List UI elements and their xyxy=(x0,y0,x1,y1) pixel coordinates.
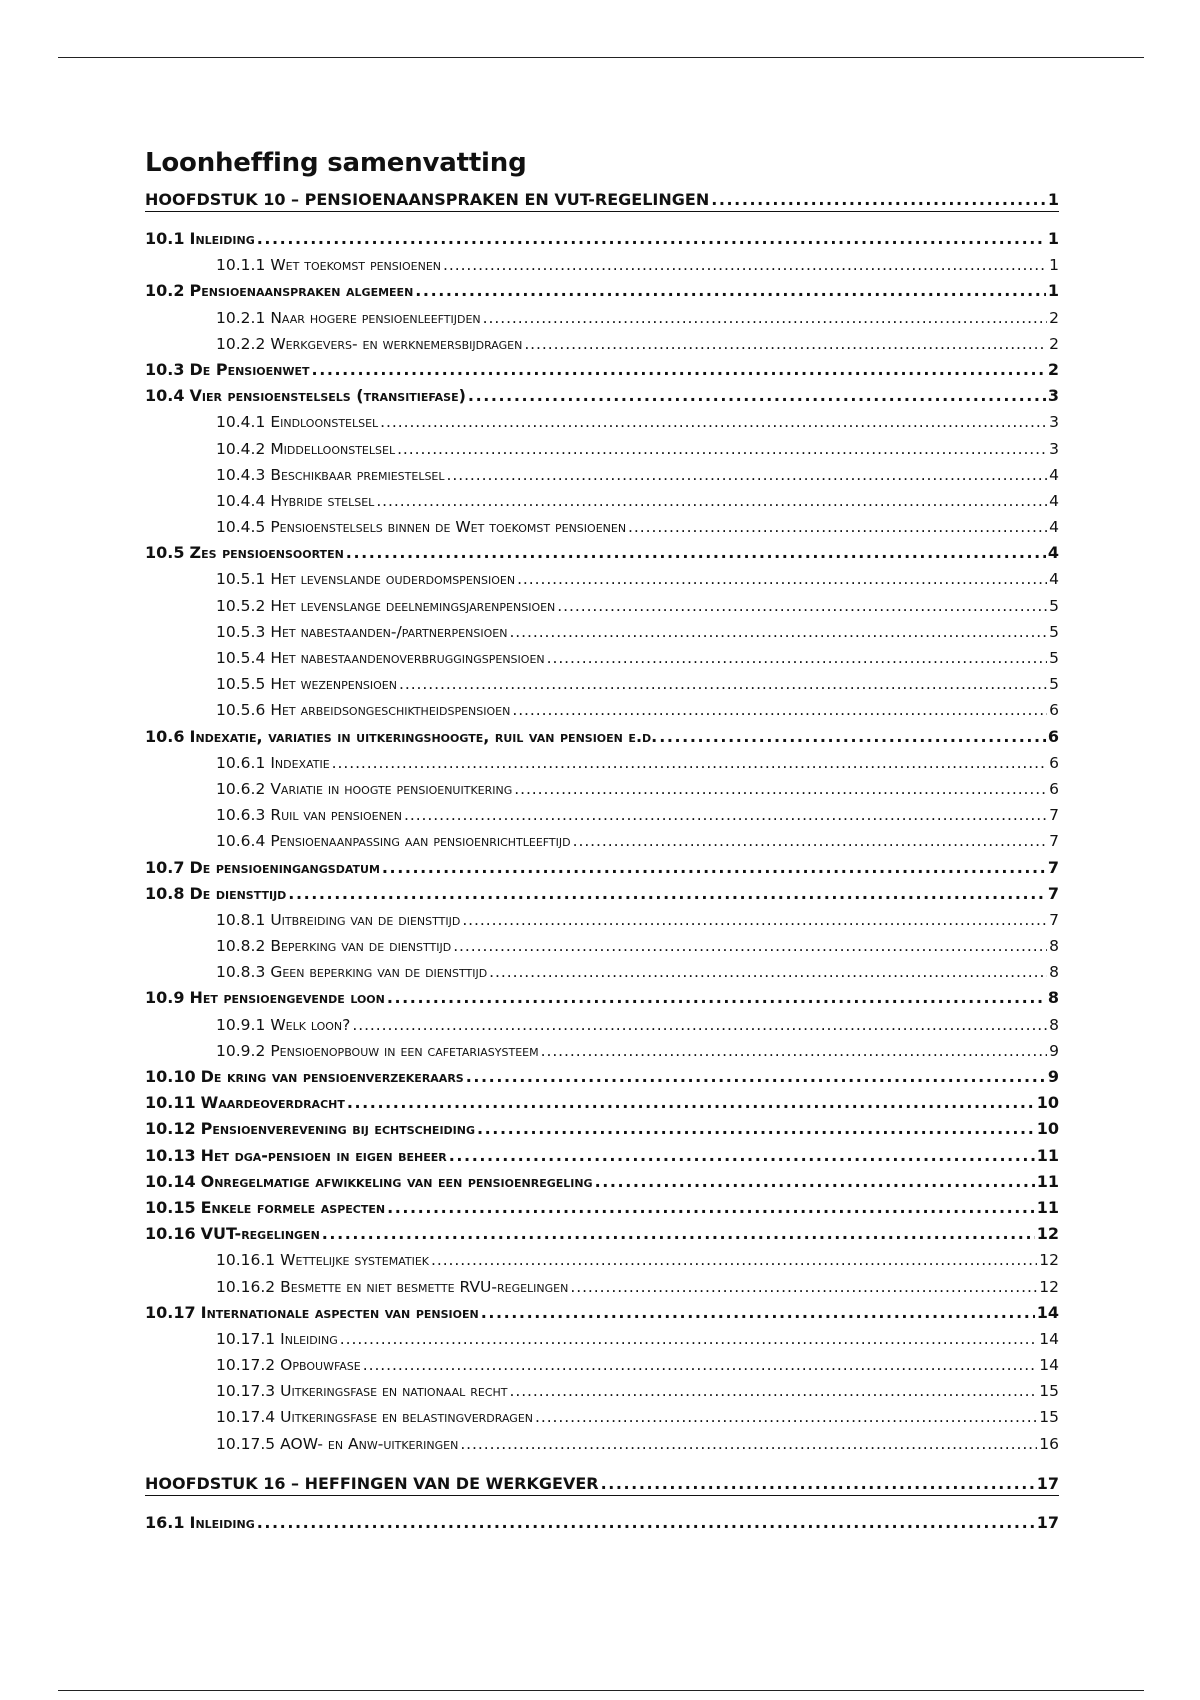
dot-leader xyxy=(557,593,1047,619)
toc-entry-title: Inleiding xyxy=(189,229,255,248)
toc-entry-number: 10.5.2 xyxy=(216,596,266,615)
toc-entry-page-number: 15 xyxy=(1039,1408,1059,1427)
toc-entry-page-number: 14 xyxy=(1039,1329,1059,1348)
toc-entry-sub[interactable] xyxy=(145,1326,1059,1352)
toc-entry-title: Enkele formele aspecten xyxy=(200,1197,386,1217)
toc-entry-title: Opbouwfase xyxy=(280,1356,361,1375)
toc-entry-number: 10.8.3 xyxy=(216,963,266,982)
toc-entry-number: 10.15 xyxy=(145,1197,196,1217)
toc-entry-page-number: 7 xyxy=(1047,857,1059,877)
toc-entry-page-number: 1 xyxy=(1047,281,1059,301)
toc-entry-sub[interactable] xyxy=(145,1012,1059,1038)
toc-entry-page-number: 6 xyxy=(1047,726,1059,746)
dot-leader xyxy=(509,619,1047,645)
dot-leader xyxy=(573,828,1048,854)
toc-entry-title: Waardeoverdracht xyxy=(200,1093,345,1113)
toc-entry-title: Inleiding xyxy=(189,1512,255,1532)
toc-entry-page-number: 3 xyxy=(1049,413,1059,432)
toc-entry-sub[interactable] xyxy=(145,514,1059,540)
toc-entry-number: 10.6 xyxy=(145,726,185,746)
toc-entry-sec[interactable] xyxy=(145,855,1059,881)
toc-entry-sub[interactable] xyxy=(145,331,1059,357)
toc-entry-sec[interactable] xyxy=(145,226,1059,252)
dot-leader xyxy=(524,331,1047,357)
dot-leader xyxy=(601,1471,1035,1496)
dot-leader xyxy=(312,357,1046,383)
toc-entry-number: 10.6.1 xyxy=(216,753,266,772)
toc-entry-sec[interactable] xyxy=(145,1169,1059,1195)
toc-entry-page-number: 6 xyxy=(1049,753,1059,772)
toc-entry-page-number: 12 xyxy=(1036,1224,1059,1244)
toc-entry-number: 10.17.5 xyxy=(216,1434,276,1453)
toc-entry-sub[interactable] xyxy=(145,462,1059,488)
dot-leader xyxy=(541,1038,1048,1064)
toc-entry-number: 10.6.4 xyxy=(216,832,266,851)
dot-leader xyxy=(453,933,1047,959)
toc-entry-page-number: 1 xyxy=(1049,256,1059,275)
dot-leader xyxy=(628,514,1047,540)
toc-entry-page-number: 2 xyxy=(1047,359,1059,379)
toc-entry-number: 10.2 xyxy=(145,281,185,301)
dot-leader xyxy=(510,1378,1038,1404)
toc-entry-title: Het levenslange deelnemingsjarenpensioen xyxy=(270,596,556,615)
toc-entry-number: 10.10 xyxy=(145,1067,196,1086)
dot-leader xyxy=(387,1195,1035,1221)
toc-entry-sub[interactable] xyxy=(145,828,1059,854)
dot-leader xyxy=(363,1352,1038,1378)
toc-entry-page-number: 4 xyxy=(1049,491,1059,510)
toc-entry-title: Naar hogere pensioenleeftijden xyxy=(270,308,481,327)
toc-entry-title: De Pensioenwet xyxy=(189,359,310,379)
toc-entry-sec[interactable] xyxy=(145,357,1059,383)
toc-entry-title: Vier pensioenstelsels (transitiefase) xyxy=(189,386,466,406)
dot-leader xyxy=(322,1221,1035,1247)
toc-entry-page-number: 4 xyxy=(1049,465,1059,484)
toc-entry-sec[interactable] xyxy=(145,1221,1059,1247)
toc-entry-sub[interactable] xyxy=(145,933,1059,959)
dot-leader xyxy=(397,436,1047,462)
toc-entry-page-number: 10 xyxy=(1036,1119,1059,1139)
toc-entry-chapter[interactable] xyxy=(145,1471,1059,1496)
dot-leader xyxy=(288,881,1046,907)
toc-entry-title: Inleiding xyxy=(280,1329,338,1348)
toc-entry-title: Het levenslande ouderdomspensioen xyxy=(270,570,516,589)
toc-entry-title: VUT-regelingen xyxy=(200,1224,320,1244)
toc-entry-number: 10.12 xyxy=(145,1119,196,1139)
toc-entry-page-number: 7 xyxy=(1049,910,1059,929)
toc-entry-page-number: 9 xyxy=(1047,1067,1059,1086)
toc-entry-page-number: 16 xyxy=(1039,1434,1059,1453)
toc-entry-title: HOOFDSTUK 16 – HEFFINGEN VAN DE WERKGEVER xyxy=(145,1473,599,1493)
document-body xyxy=(145,146,1059,1536)
toc-entry-sub[interactable] xyxy=(145,1431,1059,1457)
document-title: Loonheffing samenvatting xyxy=(145,148,527,178)
toc-entry-title: Wettelijke systematiek xyxy=(280,1251,429,1270)
toc-entry-number: 10.5.3 xyxy=(216,622,266,641)
toc-entry-number: 10.5.5 xyxy=(216,675,266,694)
toc-entry-page-number: 7 xyxy=(1049,832,1059,851)
toc-entry-sub[interactable] xyxy=(145,566,1059,592)
toc-entry-sec[interactable] xyxy=(145,1090,1059,1116)
toc-entry-number: 10.17.1 xyxy=(216,1329,276,1348)
toc-entry-sec[interactable] xyxy=(145,881,1059,907)
dot-leader xyxy=(404,802,1047,828)
toc-entry-sub[interactable] xyxy=(145,697,1059,723)
toc-entry-sec[interactable] xyxy=(145,278,1059,304)
toc-entry-title: Welk loon? xyxy=(270,1015,351,1034)
toc-entry-number: 10.5.6 xyxy=(216,701,266,720)
toc-entry-number: 10.9 xyxy=(145,988,185,1008)
toc-entry-title: Onregelmatige afwikkeling van een pensioenregeling xyxy=(200,1171,593,1191)
toc-entry-page-number: 4 xyxy=(1047,543,1059,563)
dot-leader xyxy=(460,1431,1037,1457)
toc-entry-title: Middelloonstelsel xyxy=(270,439,396,458)
toc-entry-sub[interactable] xyxy=(145,593,1059,619)
dot-leader xyxy=(376,488,1047,514)
toc-entry-sub[interactable] xyxy=(145,776,1059,802)
toc-entry-page-number: 4 xyxy=(1049,570,1059,589)
dot-leader xyxy=(447,462,1048,488)
toc-entry-number: 10.16.1 xyxy=(216,1251,276,1270)
toc-entry-title: Hybride stelsel xyxy=(270,491,375,510)
toc-entry-sec[interactable] xyxy=(145,1116,1059,1142)
toc-entry-number: 10.2.2 xyxy=(216,334,266,353)
toc-entry-sub[interactable] xyxy=(145,252,1059,278)
toc-entry-sec[interactable] xyxy=(145,540,1059,566)
toc-entry-sub[interactable] xyxy=(145,436,1059,462)
dot-leader xyxy=(514,776,1047,802)
dot-leader xyxy=(257,226,1046,252)
toc-entry-page-number: 8 xyxy=(1047,988,1059,1008)
toc-entry-sub[interactable] xyxy=(145,907,1059,933)
toc-entry-page-number: 15 xyxy=(1039,1382,1059,1401)
toc-entry-page-number: 11 xyxy=(1036,1171,1059,1191)
toc-entry-page-number: 1 xyxy=(1047,229,1059,248)
toc-entry-title: Pensioenstelsels binnen de Wet toekomst pensioenen xyxy=(270,518,627,537)
toc-entry-sub[interactable] xyxy=(145,1378,1059,1404)
toc-entry-title: Indexatie xyxy=(270,753,330,772)
toc-entry-title: Beperking van de diensttijd xyxy=(270,937,452,956)
toc-entry-title: Eindloonstelsel xyxy=(270,413,379,432)
toc-entry-number: 10.4.2 xyxy=(216,439,266,458)
toc-entry-number: 10.5 xyxy=(145,543,185,563)
toc-entry-page-number: 2 xyxy=(1049,308,1059,327)
toc-entry-chapter[interactable] xyxy=(145,187,1059,212)
toc-entry-title: De diensttijd xyxy=(189,883,287,903)
toc-entry-number: 10.17.3 xyxy=(216,1382,276,1401)
toc-entry-sub[interactable] xyxy=(145,802,1059,828)
dot-leader xyxy=(340,1326,1038,1352)
toc-entry-number: 10.4.3 xyxy=(216,465,266,484)
toc-entry-title: Geen beperking van de diensttijd xyxy=(270,963,488,982)
toc-entry-title: Indexatie, variaties in uitkeringshoogte, ruil van pensioen e.d. xyxy=(189,726,658,746)
dot-leader xyxy=(595,1169,1035,1195)
toc-entry-page-number: 8 xyxy=(1049,1015,1059,1034)
dot-leader xyxy=(468,383,1046,409)
dot-leader xyxy=(477,1116,1035,1142)
toc-entry-page-number: 12 xyxy=(1039,1277,1059,1296)
toc-entry-number: 10.8.2 xyxy=(216,937,266,956)
dot-leader xyxy=(382,855,1046,881)
toc-entry-page-number: 5 xyxy=(1049,622,1059,641)
toc-entry-number: 10.9.1 xyxy=(216,1015,266,1034)
toc-entry-number: 10.4 xyxy=(145,386,185,406)
toc-entry-page-number: 6 xyxy=(1049,779,1059,798)
toc-entry-title: Het dga-pensioen in eigen beheer xyxy=(200,1145,447,1165)
toc-entry-number: 10.9.2 xyxy=(216,1041,266,1060)
dot-leader xyxy=(415,278,1046,304)
dot-leader xyxy=(449,1143,1035,1169)
toc-entry-page-number: 17 xyxy=(1036,1512,1059,1532)
toc-entry-sec[interactable] xyxy=(145,1510,1059,1536)
toc-entry-sec[interactable] xyxy=(145,1300,1059,1326)
toc-entry-number: 10.4.4 xyxy=(216,491,266,510)
toc-entry-title: Zes pensioensoorten xyxy=(189,543,344,563)
toc-entry-title: De pensioeningangsdatum xyxy=(189,857,380,877)
dot-leader xyxy=(489,959,1047,985)
toc-entry-title: Beschikbaar premiestelsel xyxy=(270,465,445,484)
dot-leader xyxy=(535,1404,1037,1430)
dot-leader xyxy=(462,907,1047,933)
toc-entry-sub[interactable] xyxy=(145,645,1059,671)
toc-entry-sub[interactable] xyxy=(145,305,1059,331)
toc-entry-sub[interactable] xyxy=(145,409,1059,435)
toc-entry-number: 10.11 xyxy=(145,1093,196,1113)
dot-leader xyxy=(481,1300,1035,1326)
toc-entry-title: Pensioenaanspraken algemeen xyxy=(189,281,414,301)
toc-entry-title: Wet toekomst pensioenen xyxy=(270,256,442,275)
toc-entry-title: HOOFDSTUK 10 – PENSIOENAANSPRAKEN EN VUT-REGELINGEN xyxy=(145,190,710,209)
toc-entry-page-number: 9 xyxy=(1049,1041,1059,1060)
toc-entry-sub[interactable] xyxy=(145,1352,1059,1378)
toc-entry-title: Pensioenaanpassing aan pensioenrichtleeftijd xyxy=(270,832,571,851)
toc-entry-title: Pensioenopbouw in een cafetariasysteem xyxy=(270,1041,539,1060)
dot-leader xyxy=(332,750,1047,776)
dot-leader xyxy=(431,1247,1037,1273)
dot-leader xyxy=(380,409,1047,435)
toc-entry-title: Het nabestaandenoverbruggingspensioen xyxy=(270,649,545,667)
toc-entry-page-number: 7 xyxy=(1049,806,1059,825)
toc-entry-sub[interactable] xyxy=(145,671,1059,697)
toc-entry-page-number: 11 xyxy=(1036,1197,1059,1217)
toc-entry-title: Pensioenverevening bij echtscheiding xyxy=(200,1119,475,1139)
toc-entry-sub[interactable] xyxy=(145,1404,1059,1430)
toc-entry-number: 10.4.5 xyxy=(216,518,266,537)
toc-entry-page-number: 4 xyxy=(1049,518,1059,537)
dot-leader xyxy=(443,252,1047,278)
toc-entry-sec[interactable] xyxy=(145,724,1059,750)
toc-entry-page-number: 17 xyxy=(1036,1473,1059,1493)
toc-entry-number: 10.3 xyxy=(145,359,185,379)
dot-leader xyxy=(347,1090,1035,1116)
toc-entry-page-number: 5 xyxy=(1049,649,1059,667)
toc-entry-page-number: 7 xyxy=(1047,883,1059,903)
footer-rule xyxy=(58,1690,1144,1691)
toc-entry-sec[interactable] xyxy=(145,1064,1059,1090)
dot-leader xyxy=(399,671,1047,697)
toc-entry-page-number: 1 xyxy=(1047,190,1059,209)
toc-entry-title: Internationale aspecten van pensioen xyxy=(200,1302,479,1322)
toc-entry-page-number: 2 xyxy=(1049,334,1059,353)
dot-leader xyxy=(547,645,1048,671)
toc-entry-title: Uitkeringsfase en belastingverdragen xyxy=(280,1408,533,1427)
toc-entry-number: 10.7 xyxy=(145,857,185,877)
toc-entry-sub[interactable] xyxy=(145,1274,1059,1300)
toc-entry-page-number: 5 xyxy=(1049,675,1059,694)
dot-leader xyxy=(257,1510,1035,1536)
toc-entry-number: 10.8.1 xyxy=(216,910,266,929)
dot-leader xyxy=(483,305,1047,331)
toc-entry-title: Besmette en niet besmette RVU-regelingen xyxy=(280,1277,569,1296)
header-rule xyxy=(58,57,1144,58)
toc-entry-title: Uitbreiding van de diensttijd xyxy=(270,910,461,929)
toc-entry-number: 10.6.3 xyxy=(216,806,266,825)
toc-entry-page-number: 3 xyxy=(1049,439,1059,458)
toc-entry-title: De kring van pensioenverzekeraars xyxy=(200,1067,464,1086)
toc-entry-sec[interactable] xyxy=(145,985,1059,1011)
toc-entry-number: 10.13 xyxy=(145,1145,196,1165)
toc-entry-title: Het arbeidsongeschiktheidspensioen xyxy=(270,701,511,720)
dot-leader xyxy=(466,1064,1046,1090)
toc-entry-sec[interactable] xyxy=(145,1143,1059,1169)
toc-entry-sub[interactable] xyxy=(145,1038,1059,1064)
toc-entry-sub[interactable] xyxy=(145,1247,1059,1273)
table-of-contents xyxy=(145,187,1059,1536)
toc-entry-title: Ruil van pensioenen xyxy=(270,806,402,825)
toc-entry-number: 16.1 xyxy=(145,1512,185,1532)
toc-entry-page-number: 8 xyxy=(1049,937,1059,956)
toc-entry-page-number: 14 xyxy=(1039,1356,1059,1375)
toc-entry-page-number: 10 xyxy=(1036,1093,1059,1113)
dot-leader xyxy=(659,724,1046,750)
toc-entry-title: Variatie in hoogte pensioenuitkering xyxy=(270,779,513,798)
toc-entry-number: 10.6.2 xyxy=(216,779,266,798)
toc-entry-title: Het nabestaanden-/partnerpensioen xyxy=(270,622,508,641)
toc-entry-sub[interactable] xyxy=(145,750,1059,776)
toc-entry-title: Het wezenpensioen xyxy=(270,675,397,694)
toc-entry-sub[interactable] xyxy=(145,959,1059,985)
toc-entry-number: 10.5.1 xyxy=(216,570,266,589)
toc-entry-number: 10.14 xyxy=(145,1171,196,1191)
toc-entry-page-number: 11 xyxy=(1036,1145,1059,1165)
toc-entry-number: 10.4.1 xyxy=(216,413,266,432)
toc-entry-number: 10.5.4 xyxy=(216,649,266,667)
toc-entry-number: 10.17 xyxy=(145,1302,196,1322)
toc-entry-number: 10.8 xyxy=(145,883,185,903)
toc-entry-number: 10.16 xyxy=(145,1224,196,1244)
toc-entry-sec[interactable] xyxy=(145,383,1059,409)
toc-entry-sec[interactable] xyxy=(145,1195,1059,1221)
dot-leader xyxy=(517,566,1047,592)
toc-entry-number: 10.1.1 xyxy=(216,256,266,275)
toc-entry-title: Het pensioengevende loon xyxy=(189,988,385,1008)
dot-leader xyxy=(570,1274,1037,1300)
dot-leader xyxy=(352,1012,1047,1038)
toc-entry-title: Werkgevers- en werknemersbijdragen xyxy=(270,334,523,353)
toc-entry-number: 10.16.2 xyxy=(216,1277,276,1296)
toc-entry-number: 10.1 xyxy=(145,229,185,248)
toc-entry-sub[interactable] xyxy=(145,619,1059,645)
toc-entry-sub[interactable] xyxy=(145,488,1059,514)
toc-entry-page-number: 5 xyxy=(1049,596,1059,615)
toc-entry-page-number: 8 xyxy=(1049,963,1059,982)
toc-entry-title: Uitkeringsfase en nationaal recht xyxy=(280,1382,508,1401)
toc-entry-number: 10.17.2 xyxy=(216,1356,276,1375)
toc-entry-number: 10.17.4 xyxy=(216,1408,276,1427)
dot-leader xyxy=(512,697,1047,723)
toc-entry-page-number: 6 xyxy=(1049,701,1059,720)
toc-entry-page-number: 12 xyxy=(1039,1251,1059,1270)
toc-entry-page-number: 14 xyxy=(1036,1302,1059,1322)
toc-entry-title: AOW- en Anw-uitkeringen xyxy=(280,1434,459,1453)
dot-leader xyxy=(346,540,1046,566)
toc-entry-page-number: 3 xyxy=(1047,386,1059,406)
dot-leader xyxy=(711,187,1046,212)
toc-entry-number: 10.2.1 xyxy=(216,308,266,327)
dot-leader xyxy=(387,985,1046,1011)
